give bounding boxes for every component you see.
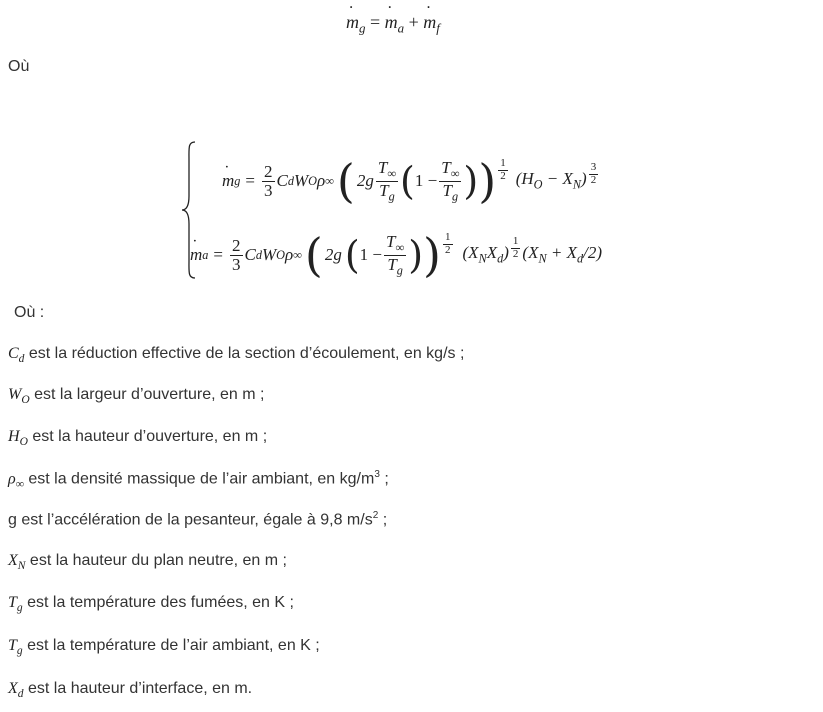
row2-rho: ρ [284,245,294,264]
row2-coef-den: 3 [232,254,241,274]
ou-label-2: Où : [14,304,45,321]
def-symbol: g [8,511,17,529]
row2-frac-t [384,233,406,276]
row2-lhs-sub: a [202,247,209,262]
row1-tinf: T [377,158,388,178]
row1-exp-den: 2 [500,169,506,182]
row1-tail-h-sub: O [533,177,543,192]
def-symbol-sub: ∞ [15,478,24,491]
row1-tail [516,169,587,192]
row1-w-sub: O [308,173,317,188]
row2-tail-b-sub: d [497,251,504,266]
row2-tg-sub: g [396,262,403,277]
def-text: est la hauteur d’ouverture, en m ; [32,428,268,445]
row1-tinf2-sub: ∞ [450,166,460,181]
row1-paren-open-inner: ( [400,159,415,203]
def-text: est la température des fumées, en K ; [27,594,294,611]
def-symbol: T [8,637,17,654]
row2-rho-sub: ∞ [293,247,302,262]
def-symbol-sub: g [16,645,23,658]
row2-tail-a: (X [462,243,479,263]
row2-tail-f: /2) [583,243,602,263]
def-symbol: C [8,345,19,362]
row2-paren-open-inner: ( [344,233,360,277]
row2-2g: 2g [324,245,342,264]
def-symbol: ρ [8,470,16,488]
row2-tg: T [387,254,397,274]
row1-paren-close-outer: ) [478,154,497,208]
def-text-sup: 2 [372,510,379,521]
row1-tail-h: (H [515,169,534,189]
row2-tail2 [522,243,602,266]
row2-tail-a-sub: N [478,251,487,266]
row1-frac-t [376,159,398,202]
row1-paren-open-outer: ( [336,154,355,208]
def-symbol: X [8,680,18,697]
row2-exp-num: 1 [445,230,451,243]
row1-frac-t2 [439,159,461,202]
row2-tail-b: X [486,243,498,263]
row1-2g: 2g [356,171,374,190]
row1-rho: ρ [316,171,326,190]
row2-paren-close-outer: ) [423,228,441,282]
row2-tail-c: ) [503,243,509,263]
def-text: est la hauteur d’interface, en m. [28,680,253,697]
row1-c: C [276,171,288,190]
row2-coef-num: 2 [232,235,241,255]
row2-equals: = [213,245,223,264]
row2-c-sub: d [255,247,262,262]
row1-tg2-sub: g [451,188,459,203]
row1-exp [496,158,510,182]
row2-paren-open-outer: ( [304,228,323,282]
eq-top-term2-sub: f [436,20,440,36]
def-symbol: W [8,386,22,403]
eq-top-lhs: m ˙ [346,12,359,33]
row1-c-sub: d [287,173,294,188]
row2-coef [230,237,243,274]
def-text-sup: 3 [374,469,380,480]
row1-one-minus: 1 − [414,171,438,190]
def-text: est la réduction effective de la section d’écoulement, en kg/s ; [28,345,465,362]
def-symbol-sub: g [16,602,23,615]
row2-exp-den: 2 [445,243,451,256]
row1-lhs: m ˙ [222,171,234,191]
eq-top-term2: m ˙ [423,12,436,33]
definition-cd [8,345,464,365]
definition-tg-fumees [8,594,294,614]
row1-tail-close: ) [581,169,587,189]
row1-tg-sub: g [388,188,395,203]
row1-coef-den: 3 [264,180,273,200]
definition-rho [8,469,389,490]
def-text-end: ; [378,511,388,529]
def-symbol-sub: d [18,353,25,366]
row1-coef-num: 2 [264,161,273,181]
row1-rho-sub: ∞ [325,173,334,188]
def-text: est la largeur d’ouverture, en m ; [34,386,265,403]
row2-tail [463,243,509,266]
eq-top-term1: m ˙ [385,12,398,33]
row2-exp [441,232,455,256]
system-row-2 [190,222,602,288]
row1-tail-exp-den: 2 [590,173,597,186]
def-text: est l’accélération de la pesanteur, égale à 9,8 m/s [21,511,373,529]
row2-tinf: T [386,232,396,252]
def-symbol: T [8,594,17,611]
row1-tinf2: T [441,158,451,178]
eq-top-term1-sub: a [397,20,405,36]
definition-xn [8,552,287,572]
def-symbol: H [8,428,20,445]
row1-w: W [293,171,309,190]
row2-tail-d-sub: N [538,251,547,266]
row2-tail-e: + X [546,243,577,263]
row2-tail-exp-den: 2 [512,247,519,260]
row1-lhs-sub: g [234,173,241,188]
def-symbol-sub: O [19,436,28,449]
row1-coef [262,163,275,200]
row2-tail-exp-num: 1 [512,234,519,247]
row2-w: W [261,245,277,264]
def-text: est la densité massique de l’air ambiant, en kg/m [28,470,375,488]
row1-tail-xn-sub: N [572,177,582,192]
row1-tg2: T [442,180,452,200]
equation-top [346,12,440,37]
def-text-end: ; [379,470,389,488]
eq-top-plus: + [408,12,419,32]
def-symbol-sub: O [21,394,30,407]
row2-one-minus: 1 − [359,245,383,264]
row2-tail-exp [511,236,521,260]
row1-paren-close-inner: ) [463,159,479,203]
row1-tg: T [379,180,389,200]
row2-tail-d: (X [522,243,539,263]
row2-tinf-sub: ∞ [395,240,405,255]
definition-g [8,510,387,529]
system-row-1 [222,146,600,216]
def-text: est la hauteur du plan neutre, en m ; [29,552,287,569]
row1-tail-exp [589,162,599,186]
eq-top-lhs-sub: g [359,20,366,36]
row1-exp-num: 1 [500,156,506,169]
eq-top-equals: = [369,12,381,32]
def-symbol-sub: d [17,688,24,701]
def-text: est la température de l’air ambiant, en K ; [27,637,320,654]
row2-c: C [244,245,256,264]
ou-label-1: Où [8,58,30,75]
row1-tail-exp-num: 3 [590,160,597,173]
definition-ho [8,428,267,448]
def-symbol-sub: N [17,560,26,573]
row2-tail-e-sub: d [576,251,584,266]
def-symbol: X [8,552,18,569]
row2-paren-close-inner: ) [408,233,424,277]
row1-equals: = [245,171,255,190]
row2-w-sub: O [276,247,285,262]
row1-tail-xn: − X [542,169,573,189]
row2-lhs: m ˙ [190,245,202,265]
definition-xd [8,680,252,700]
definition-tg-air [8,637,320,657]
definition-wo [8,386,264,406]
row1-tinf-sub: ∞ [387,166,397,181]
